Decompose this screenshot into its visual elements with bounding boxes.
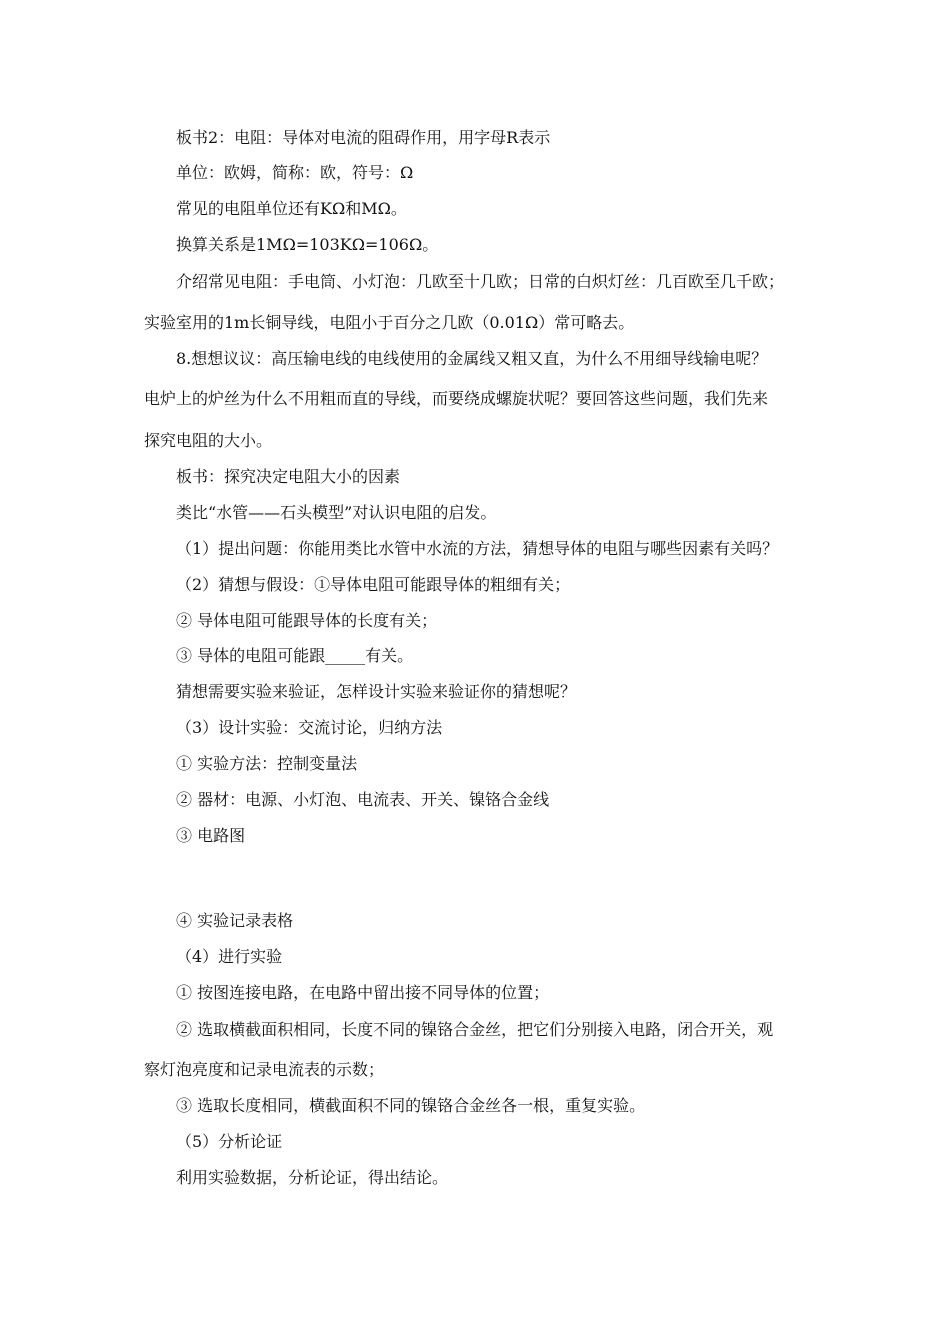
text-line: ④ 实验记录表格 [176, 911, 294, 930]
text-line: 常见的电阻单位还有KΩ和MΩ。 [176, 199, 407, 218]
text-line: （2）猜想与假设：①导体电阻可能跟导体的粗细有关； [176, 575, 571, 594]
text-line: 单位：欧姆，简称：欧，符号：Ω [176, 163, 414, 182]
text-line: 探究电阻的大小。 [144, 431, 273, 450]
text-line: 电炉上的炉丝为什么不用粗而直的导线，而要绕成螺旋状呢？要回答这些问题，我们先来 [144, 389, 769, 408]
text-line: （1）提出问题：你能用类比水管中水流的方法，猜想导体的电阻与哪些因素有关吗？ [176, 539, 779, 558]
text-line: 察灯泡亮度和记录电流表的示数； [144, 1060, 385, 1079]
text-line: 猜想需要实验来验证，怎样设计实验来验证你的猜想呢？ [176, 682, 577, 701]
text-line: （5）分析论证 [176, 1132, 283, 1151]
text-line: ③ 选取长度相同，横截面积不同的镍铬合金丝各一根，重复实验。 [176, 1096, 646, 1115]
text-line: ③ 电路图 [176, 826, 246, 845]
text-line: ② 选取横截面积相同，长度不同的镍铬合金丝，把它们分别接入电路，闭合开关，观 [176, 1020, 774, 1039]
text-line: 类比“水管——石头模型”对认识电阻的启发。 [176, 503, 497, 522]
text-line: ① 实验方法：控制变量法 [176, 754, 358, 773]
text-line: ③ 导体的电阻可能跟_____有关。 [176, 646, 414, 665]
text-line: ② 器材：电源、小灯泡、电流表、开关、镍铬合金线 [176, 790, 550, 809]
text-line: 板书2：电阻：导体对电流的阻碍作用，用字母R表示 [176, 128, 551, 147]
text-line: ① 按图连接电路，在电路中留出接不同导体的位置； [176, 983, 550, 1002]
text-line: 换算关系是1MΩ=103KΩ=106Ω。 [176, 235, 439, 254]
text-line: 板书：探究决定电阻大小的因素 [176, 467, 401, 486]
text-line: 8.想想议议：高压输电线的电线使用的金属线又粗又直，为什么不用细导线输电呢？ [176, 349, 768, 368]
text-line: ② 导体电阻可能跟导体的长度有关； [176, 611, 438, 630]
text-line: （4）进行实验 [176, 947, 283, 966]
text-line: 实验室用的1m长铜导线，电阻小于百分之几欧（0.01Ω）常可略去。 [144, 313, 635, 332]
text-line: （3）设计实验：交流讨论，归纳方法 [176, 718, 443, 737]
text-line: 介绍常见电阻：手电筒、小灯泡：几欧至十几欧；日常的白炽灯丝：几百欧至几千欧； [176, 272, 785, 291]
text-line: 利用实验数据，分析论证，得出结论。 [176, 1168, 449, 1187]
